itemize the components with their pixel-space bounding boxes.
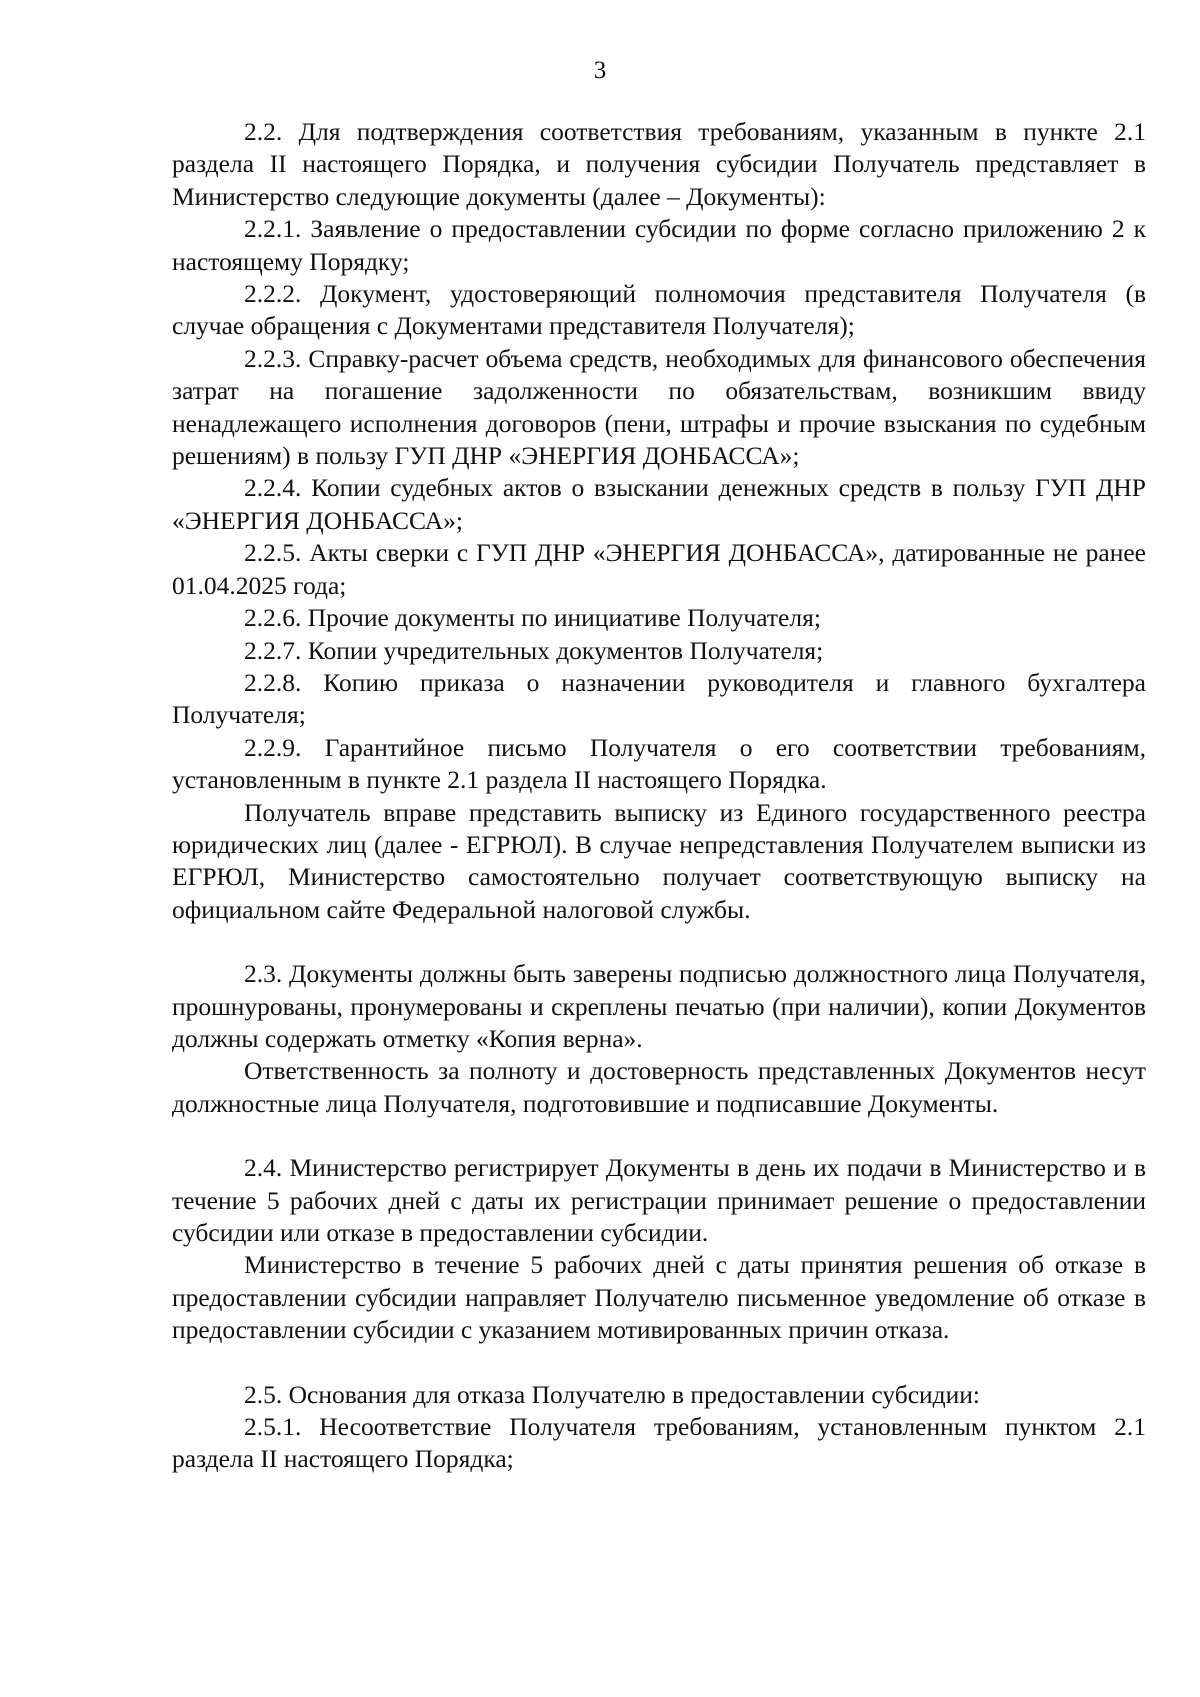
paragraph-2-2-1: 2.2.1. Заявление о предоставлении субсидии по форме согласно приложению 2 к настоящему Порядку; [172, 214, 1146, 276]
paragraph-2-5-1: 2.5.1. Несоответствие Получателя требованиям, установленным пунктом 2.1 раздела II настоящего Порядка; [172, 1412, 1146, 1474]
paragraph-2-2-4: 2.2.4. Копии судебных актов о взыскании денежных средств в пользу ГУП ДНР «ЭНЕРГИЯ ДОНБАССА»; [172, 473, 1146, 535]
paragraph-refusal-notice: Министерство в течение 5 рабочих дней с даты принятия решения об отказе в предоставлении субсидии направляет Получателю письменное уведомление об отказе в предоставлении субсидии с указанием мотивированных причин отказа. [172, 1250, 1146, 1345]
paragraph-spacer [172, 1347, 1146, 1379]
paragraph-2-2-3: 2.2.3. Справку-расчет объема средств, необходимых для финансового обеспечения затрат на погашение задолженности по обязательствам, возникшим ввиду ненадлежащего исполнения договоров (пени, штрафы и прочие взыскания по судебным решениям) в пользу ГУП ДНР «ЭНЕРГИЯ ДОНБАССА»; [172, 343, 1146, 471]
paragraph-2-2-8: 2.2.8. Копию приказа о назначении руководителя и главного бухгалтера Получателя; [172, 667, 1146, 730]
paragraph-egrul: Получатель вправе представить выписку из Единого государственного реестра юридических лиц (далее - ЕГРЮЛ). В случае непредставления Получателем выписки из ЕГРЮЛ, Министерство самостоятельно получает соответствующую выписку на официальном сайте Федеральной налоговой службы. [172, 797, 1146, 924]
paragraph-2-5: 2.5. Основания для отказа Получателю в предоставлении субсидии: [244, 1379, 981, 1409]
paragraph-responsibility: Ответственность за полноту и достоверность представленных Документов несут должностные лица Получателя, подготовившие и подписавшие Документы. [172, 1056, 1146, 1118]
document-body [172, 116, 1146, 1476]
paragraph-2-4: 2.4. Министерство регистрирует Документы в день их подачи в Министерство и в течение 5 рабочих дней с даты их регистрации принимает решение о предоставлении субсидии или отказе в предоставлении субсидии. [172, 1153, 1146, 1247]
paragraph-spacer [172, 1120, 1146, 1152]
paragraph-2-2-7: 2.2.7. Копии учредительных документов Получателя; [244, 635, 824, 665]
paragraph-2-2-5: 2.2.5. Акты сверки с ГУП ДНР «ЭНЕРГИЯ ДОНБАССА», датированные не ранее 01.04.2025 года; [172, 538, 1146, 600]
paragraph-2-2-2: 2.2.2. Документ, удостоверяющий полномочия представителя Получателя (в случае обращения с Документами представителя Получателя); [172, 279, 1146, 341]
paragraph-2-2-6: 2.2.6. Прочие документы по инициативе Получателя; [244, 603, 821, 633]
paragraph-spacer [172, 926, 1146, 958]
paragraph-2-2-9: 2.2.9. Гарантийное письмо Получателя о его соответствии требованиям, установленным в пункте 2.1 раздела II настоящего Порядка. [172, 732, 1146, 795]
page-number: 3 [593, 57, 607, 84]
paragraph-2-3: 2.3. Документы должны быть заверены подписью должностного лица Получателя, прошнурованы, пронумерованы и скреплены печатью (при наличии), копии Документов должны содержать отметку «Копия верна». [172, 959, 1146, 1053]
paragraph-2-2: 2.2. Для подтверждения соответствия требованиям, указанным в пункте 2.1 раздела II настоящего Порядка, и получения субсидии Получатель представляет в Министерство следующие документы (далее – Документы): [172, 117, 1146, 211]
